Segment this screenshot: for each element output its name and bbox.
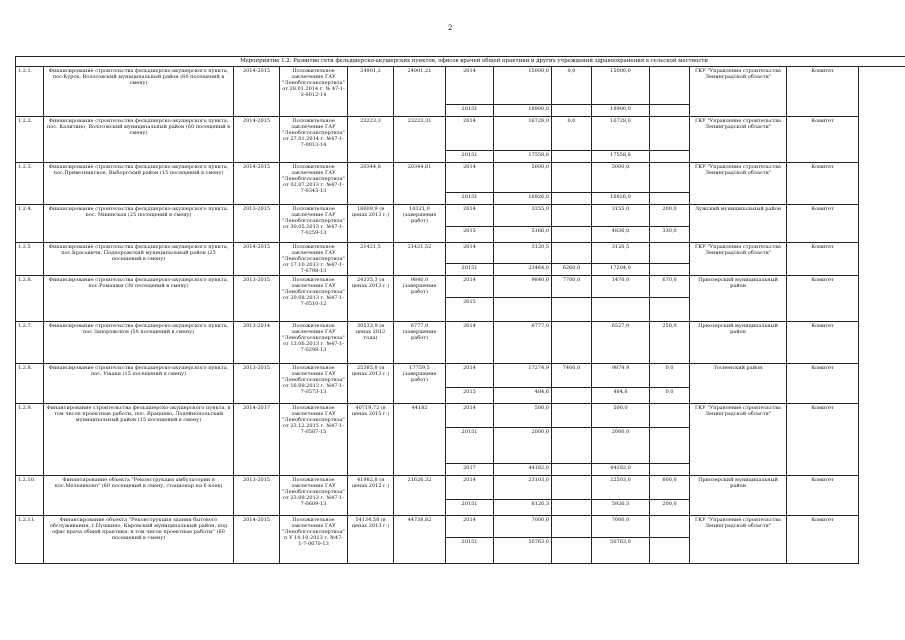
- row-cost: 24901,2: [348, 67, 394, 117]
- row-conclusion: Положительное заключение ГАУ "Леноблгосэкспертиза" от 23.09.2013 г. №47-1-7-0609-13: [280, 476, 348, 516]
- row-responsible: Комитет: [787, 364, 859, 404]
- total-cell: 500,0: [494, 404, 552, 428]
- reg-cell: 484,6: [592, 388, 650, 404]
- table-row: [16, 276, 905, 298]
- loc-cell: 0,0: [650, 364, 690, 388]
- row-cost: 25385,8 (в ценах 2013 г.): [348, 364, 394, 404]
- total-cell: 44182,0: [494, 464, 552, 476]
- row-cost: 21421,5: [348, 243, 394, 276]
- reg-cell: 6527,0: [592, 322, 650, 364]
- reg-cell: 18900,0: [592, 105, 650, 117]
- row-conclusion: Положительное заключение ГАУ "Леноблгосэкспертиза" от 23.12.2015 г. №47-1-7-0587-15: [280, 404, 348, 476]
- fed-cell: [552, 151, 592, 163]
- loc-cell: 670,0: [650, 276, 690, 298]
- reg-cell: 15000,0: [592, 67, 650, 105]
- row-period: 2013-2014: [234, 322, 280, 364]
- fed-cell: [552, 243, 592, 264]
- row-name: Финансирование строительства фельдшерско-акушерского пункта, пос.Курск, Волосовский муниципальный район (60 посещений в смену): [44, 67, 234, 117]
- row-customer: Тосненский район: [690, 364, 787, 404]
- table-row: [16, 322, 905, 364]
- reg-cell: 16926,0: [592, 193, 650, 205]
- row-cost: 23223,3: [348, 117, 394, 163]
- loc-cell: 200,0: [650, 205, 690, 227]
- year-cell: 20151: [446, 105, 494, 117]
- fed-cell: [552, 428, 592, 464]
- row-remaining: 24901,21: [394, 67, 446, 117]
- year-cell: 2014: [446, 163, 494, 193]
- loc-cell: 200,0: [650, 500, 690, 516]
- row-remaining: 10321,0 (завершение работ): [394, 205, 446, 243]
- row-responsible: Комитет: [787, 205, 859, 243]
- loc-cell: 250,0: [650, 322, 690, 364]
- row-id: 1.2.2.: [16, 117, 44, 163]
- total-cell: 16728,0: [494, 117, 552, 151]
- row-conclusion: Положительное заключение ГАУ "Леноблгосэкспертиза" от 02.07.2013 г. №47-1-7-0343-13: [280, 163, 348, 205]
- row-customer: ГКУ "Управление строительства Ленинградской области": [690, 516, 787, 564]
- row-conclusion: Положительное заключение ГАУ "Леноблгосэкспертиза" от 13.06.2013 г. №47-1-7-0298-13: [280, 322, 348, 364]
- row-period: 2014-2015: [234, 516, 280, 564]
- total-cell: 17558,8: [494, 151, 552, 163]
- reg-cell: 3155,0: [592, 205, 650, 227]
- row-name: Финансирование строительства фельдшерско-акушерского пункта, пос. Калитино, Волосовский муниципальный район (60 посещений в смену): [44, 117, 234, 163]
- reg-cell: 50763,0: [592, 538, 650, 564]
- measures-table: [15, 56, 905, 564]
- row-period: 2014-2015: [234, 117, 280, 163]
- fed-cell: [552, 227, 592, 243]
- fed-cell: 7400,0: [552, 364, 592, 388]
- row-remaining: 44738,82: [394, 516, 446, 564]
- year-cell: 20151: [446, 263, 494, 275]
- row-period: 2014-2015: [234, 243, 280, 276]
- year-cell: 2014: [446, 404, 494, 428]
- year-cell: 2014: [446, 476, 494, 500]
- loc-cell: [650, 428, 690, 464]
- row-conclusion: Положительное заключение ГАУ "Леноблгосэкспертиза" от 20.08.2013 г. №47-1-7-0510-12: [280, 276, 348, 322]
- total-cell: 9840,0: [494, 276, 552, 298]
- loc-cell: [650, 464, 690, 476]
- total-cell: 18900,0: [494, 105, 552, 117]
- row-period: 2014-2015: [234, 67, 280, 117]
- total-cell: 50763,0: [494, 538, 552, 564]
- row-conclusion: Положительное заключение ГАУ "Леноблгосэкспертиза" от 17.10.2013 г. №47-1-7-0798-13: [280, 243, 348, 276]
- loc-cell: [650, 538, 690, 564]
- year-cell: 2014: [446, 322, 494, 364]
- total-cell: 15000,0: [494, 67, 552, 105]
- loc-cell: [650, 516, 690, 538]
- reg-cell: 2000,0: [592, 428, 650, 464]
- reg-cell: 9874,9: [592, 364, 650, 388]
- fed-cell: [552, 193, 592, 205]
- reg-cell: 7000,0: [592, 516, 650, 538]
- row-customer: ГКУ "Управление строительства Ленинградской области": [690, 67, 787, 117]
- row-conclusion: Положительное заключение ГАУ "Леноблгосэкспертиза"п У 10.10.2013 г. №47-1-7-0670-13: [280, 516, 348, 564]
- loc-cell: [650, 105, 690, 117]
- year-cell: 2014: [446, 117, 494, 151]
- fed-cell: [552, 163, 592, 193]
- row-customer: Приозерский муниципальный район: [690, 322, 787, 364]
- year-cell: 2015: [446, 388, 494, 404]
- row-id: 1.2.8.: [16, 364, 44, 404]
- total-cell: 3355,0: [494, 205, 552, 227]
- table-row: [16, 205, 905, 227]
- row-cost: 20344,8: [348, 163, 394, 205]
- table-row: [16, 404, 905, 428]
- fed-cell: [552, 205, 592, 227]
- fed-cell: [552, 404, 592, 428]
- row-responsible: Комитет: [787, 117, 859, 163]
- total-cell: 7000,0: [494, 516, 552, 538]
- row-name: Финансирование строительства фельдшерско-акушерского пункта, пос.Ромашки (30 посещений в смену): [44, 276, 234, 322]
- row-remaining: 17759,5 (завершение работ): [394, 364, 446, 404]
- row-name: Финансирование строительства фельдшерско-акушерского пункта, в том числе проектные работы, пос. Враццево, Лодейнопольский муниципальный район (15 посещений в смену): [44, 404, 234, 476]
- row-responsible: Комитет: [787, 243, 859, 276]
- row-period: 2014-2017: [234, 404, 280, 476]
- row-remaining: 20344,81: [394, 163, 446, 205]
- row-customer: ГКУ "Управление строительства Ленинградской области": [690, 243, 787, 276]
- table-row: [16, 476, 905, 500]
- row-name: Финансирование строительства фельдшерско-акушерского пункта, пос.Приветнинское, Выборгский район (15 посещений в смену): [44, 163, 234, 205]
- row-customer: Лужский муниципальный район: [690, 205, 787, 243]
- reg-cell: 22503,0: [592, 476, 650, 500]
- total-cell: 23464,0: [494, 263, 552, 275]
- year-cell: 2014: [446, 276, 494, 298]
- row-remaining: 21626,32: [394, 476, 446, 516]
- reg-cell: [592, 298, 650, 322]
- row-period: 2013-2015: [234, 276, 280, 322]
- row-conclusion: Положительное заключение ГАУ "Леноблгосэкспертиза" от 27.01.2014 г. №47-1-7-0013-14: [280, 117, 348, 163]
- row-id: 1.2.5: [16, 243, 44, 276]
- table-row: [16, 117, 905, 151]
- row-customer: ГКУ "Управление строительства Ленинградской области": [690, 163, 787, 205]
- row-remaining: 23223,31: [394, 117, 446, 163]
- row-conclusion: Положительное заключение ГАУ "Леноблгосэкспертиза" от 28.01.2014 г. № 47-1-3-0012-14: [280, 67, 348, 117]
- loc-cell: [650, 298, 690, 322]
- total-cell: 2000,0: [494, 428, 552, 464]
- row-conclusion: Положительное заключение ГАУ "Леноблгосэкспертиза" от 30.05.2013 г. №47-1-7-0259-13: [280, 205, 348, 243]
- row-id: 1.2.1.: [16, 67, 44, 117]
- row-customer: ГКУ "Управление строительства Ленинградской области": [690, 117, 787, 163]
- section-header-row: [16, 57, 905, 67]
- row-period: 2014-2015: [234, 163, 280, 205]
- row-cost: 54134,58 (в ценах 2013 г.): [348, 516, 394, 564]
- loc-cell: 0,0: [650, 388, 690, 404]
- year-cell: 20151: [446, 193, 494, 205]
- year-cell: 2014: [446, 205, 494, 227]
- year-cell: 2017: [446, 464, 494, 476]
- total-cell: 5166,0: [494, 227, 552, 243]
- row-cost: 41982,8 (в ценах 2012 г.): [348, 476, 394, 516]
- reg-cell: 500,0: [592, 404, 650, 428]
- row-responsible: Комитет: [787, 67, 859, 117]
- row-responsible: Комитет: [787, 322, 859, 364]
- reg-cell: 16728,0: [592, 117, 650, 151]
- table-row: [16, 243, 905, 264]
- row-id: 1.2.7.: [16, 322, 44, 364]
- year-cell: 2014: [446, 67, 494, 105]
- fed-cell: [552, 538, 592, 564]
- year-cell: 20151: [446, 500, 494, 516]
- fed-cell: [552, 516, 592, 538]
- total-cell: 16926,0: [494, 193, 552, 205]
- fed-cell: [552, 464, 592, 476]
- loc-cell: [650, 263, 690, 275]
- year-cell: 20151: [446, 151, 494, 163]
- row-cost: 18609,9 (в ценах 2013 г.): [348, 205, 394, 243]
- loc-cell: [650, 67, 690, 105]
- reg-cell: 17558,8: [592, 151, 650, 163]
- total-cell: 23103,0: [494, 476, 552, 500]
- loc-cell: 600,0: [650, 476, 690, 500]
- row-cost: 30533,9 (в ценах 2012 года): [348, 322, 394, 364]
- reg-cell: 17204,0: [592, 263, 650, 275]
- fed-cell: [552, 388, 592, 404]
- fed-cell: 0,0: [552, 117, 592, 151]
- row-cost: 24335,3 (в ценах 2013 г.): [348, 276, 394, 322]
- row-remaining: 44182: [394, 404, 446, 476]
- year-cell: 2015: [446, 298, 494, 322]
- year-cell: 2014: [446, 243, 494, 264]
- row-remaining: 6777,0 (завершение работ): [394, 322, 446, 364]
- loc-cell: [650, 243, 690, 264]
- row-period: 2013-2015: [234, 364, 280, 404]
- row-name: Финансирование строительства фельдшерско-акушерского пункта, пос.Запорожское (50 посещений в смену): [44, 322, 234, 364]
- row-customer: Приозерский муниципальный район: [690, 476, 787, 516]
- row-responsible: Комитет: [787, 404, 859, 476]
- row-id: 1.2.4.: [16, 205, 44, 243]
- reg-cell: 4836,0: [592, 227, 650, 243]
- fed-cell: 7700,0: [552, 276, 592, 298]
- row-id: 1.2.6.: [16, 276, 44, 322]
- year-cell: 2014: [446, 364, 494, 388]
- row-customer: Приозерский муниципальный район: [690, 276, 787, 322]
- total-cell: [494, 298, 552, 322]
- row-remaining: 21421,52: [394, 243, 446, 276]
- total-cell: 17274,9: [494, 364, 552, 388]
- reg-cell: 5000,0: [592, 163, 650, 193]
- total-cell: 484,6: [494, 388, 552, 404]
- table-row: [16, 67, 905, 105]
- table-row: [16, 364, 905, 388]
- row-id: 1.2.11.: [16, 516, 44, 564]
- loc-cell: [650, 151, 690, 163]
- row-id: 1.2.9.: [16, 404, 44, 476]
- section-title: Мероприятие 1.2. Развитие сети фельдшерско-акушерских пунктов, офисов врачей общей практики и других учреждений здравоохранения в сельской местности: [16, 57, 905, 67]
- table-row: [16, 516, 905, 538]
- total-cell: 6126,3: [494, 500, 552, 516]
- fed-cell: [552, 500, 592, 516]
- reg-cell: 3120,5: [592, 243, 650, 264]
- total-cell: 5000,0: [494, 163, 552, 193]
- loc-cell: 330,0: [650, 227, 690, 243]
- loc-cell: [650, 163, 690, 193]
- fed-cell: 6260,0: [552, 263, 592, 275]
- loc-cell: [650, 193, 690, 205]
- row-name: Финансирование строительства фельдшерско-акушерского пункта, пос. Мшинская (25 посещений в смену): [44, 205, 234, 243]
- year-cell: 2014: [446, 516, 494, 538]
- fed-cell: [552, 298, 592, 322]
- fed-cell: [552, 105, 592, 117]
- row-name: Финансирование объекта "Реконструкция здания бытового обслуживания, г.Пушкино, Кировский муниципальный район, под офис врача общей практики, в том числе проектные работы" (60 посещений в смену): [44, 516, 234, 564]
- row-responsible: Комитет: [787, 276, 859, 322]
- reg-cell: 44182,0: [592, 464, 650, 476]
- page-number: 2: [448, 24, 453, 32]
- table-row: [16, 163, 905, 193]
- year-cell: 20151: [446, 428, 494, 464]
- total-cell: 6777,0: [494, 322, 552, 364]
- year-cell: 20151: [446, 538, 494, 564]
- row-cost: 40719,72 (в ценах 2015 г.): [348, 404, 394, 476]
- reg-cell: 5926,3: [592, 500, 650, 516]
- row-responsible: Комитет: [787, 163, 859, 205]
- row-period: 2013-2015: [234, 476, 280, 516]
- row-period: 2013-2015: [234, 205, 280, 243]
- row-responsible: Комитет: [787, 516, 859, 564]
- row-id: 1.2.10.: [16, 476, 44, 516]
- row-id: 1.2.3.: [16, 163, 44, 205]
- total-cell: 3120,5: [494, 243, 552, 264]
- row-name: Финансирование строительства фельдшерско-акушерского пункта, пос.Красавичи, Подпорожский муниципальный район (25 посещений в смену): [44, 243, 234, 276]
- row-remaining: 9840,0 (завершение работ): [394, 276, 446, 322]
- row-conclusion: Положительное заключение ГАУ "Леноблгосэкспертиза" от 16.09.2013 г. №47-1-7-0573-13: [280, 364, 348, 404]
- row-customer: ГКУ "Управление строительства Ленинградской области": [690, 404, 787, 476]
- reg-cell: 1470,0: [592, 276, 650, 298]
- loc-cell: [650, 117, 690, 151]
- loc-cell: [650, 404, 690, 428]
- fed-cell: 0,0: [552, 67, 592, 105]
- row-name: Финансирование объекта "Реконструкция амбулатории в пос.Мельниково" (60 посещений в смену, стационар на 6 коек): [44, 476, 234, 516]
- year-cell: 2015: [446, 227, 494, 243]
- fed-cell: [552, 322, 592, 364]
- row-name: Финансирование строительства фельдшерско-акушерского пункта, пос. Ушаки (15 посещений в смену): [44, 364, 234, 404]
- fed-cell: [552, 476, 592, 500]
- row-responsible: Комитет: [787, 476, 859, 516]
